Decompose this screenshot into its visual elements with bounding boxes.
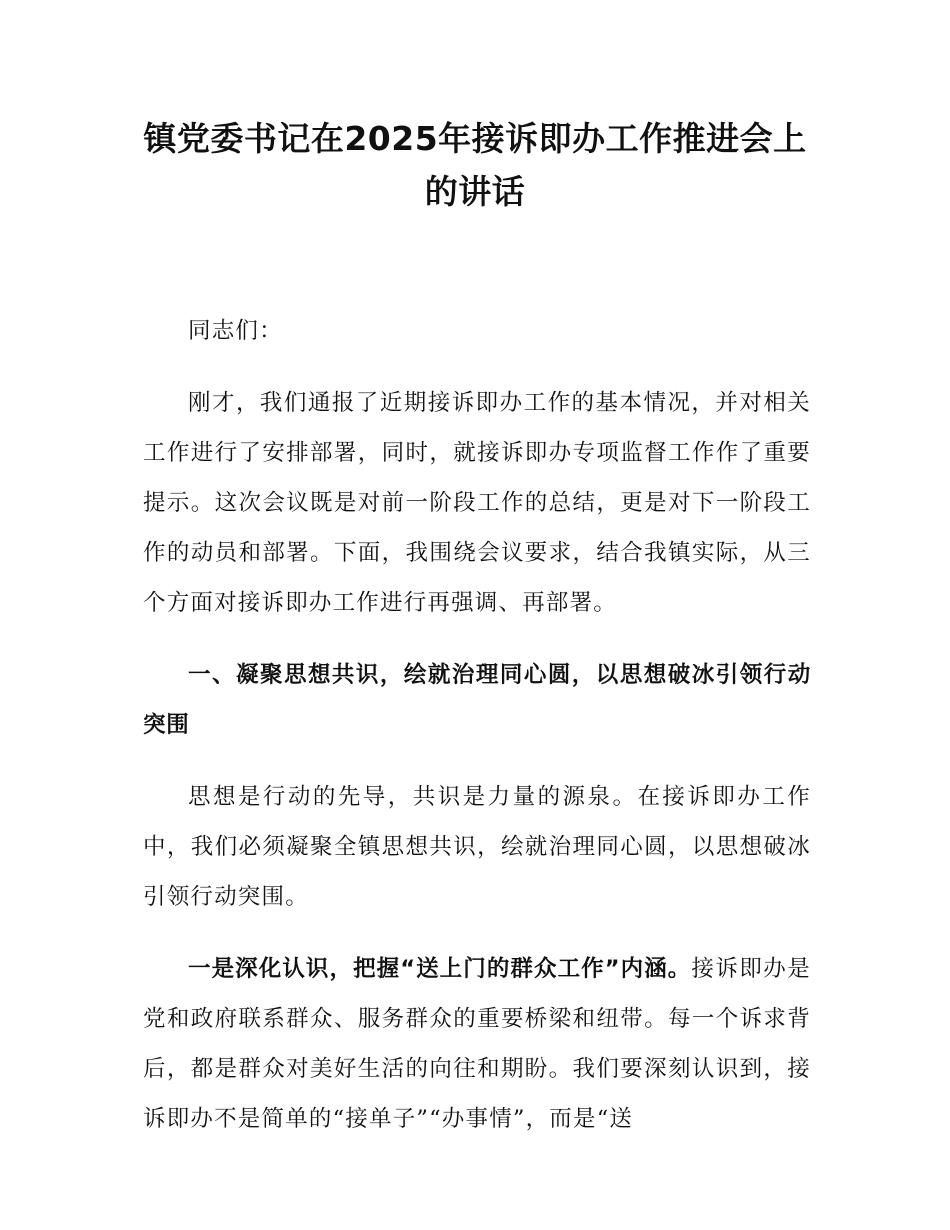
document-body bbox=[143, 306, 811, 1166]
point-1-lead: 一是深化认识，把握“送上门的群众工作”内涵。 bbox=[188, 956, 692, 982]
section-1-paragraph: 思想是行动的先导，共识是力量的源泉。在接诉即办工作中，我们必须凝聚全镇思想共识，绘就治理同心圆，以思想破冰引领行动突围。 bbox=[143, 784, 811, 910]
section-heading-1: 一、凝聚思想共识，绘就治理同心圆，以思想破冰引领行动突围 bbox=[143, 662, 811, 738]
point-1-paragraph bbox=[143, 944, 811, 1144]
point-1-text: 接诉即办是党和政府联系群众、服务群众的重要桥梁和纽带。每一个诉求背后，都是群众对美好生活的向往和期盼。我们要深刻认识到，接诉即办不是简单的“接单子”“办事情”，而是“送 bbox=[143, 956, 811, 1132]
salutation: 同志们： bbox=[188, 318, 283, 344]
document-title: 镇党委书记在2025年接诉即办工作推进会上的讲话 bbox=[143, 119, 807, 211]
intro-paragraph: 刚才，我们通报了近期接诉即办工作的基本情况，并对相关工作进行了安排部署，同时，就接诉即办专项监督工作作了重要提示。这次会议既是对前一阶段工作的总结，更是对下一阶段工作的动员和部署。下面，我围绕会议要求，结合我镇实际，从三个方面对接诉即办工作进行再强调、再部署。 bbox=[143, 390, 811, 616]
